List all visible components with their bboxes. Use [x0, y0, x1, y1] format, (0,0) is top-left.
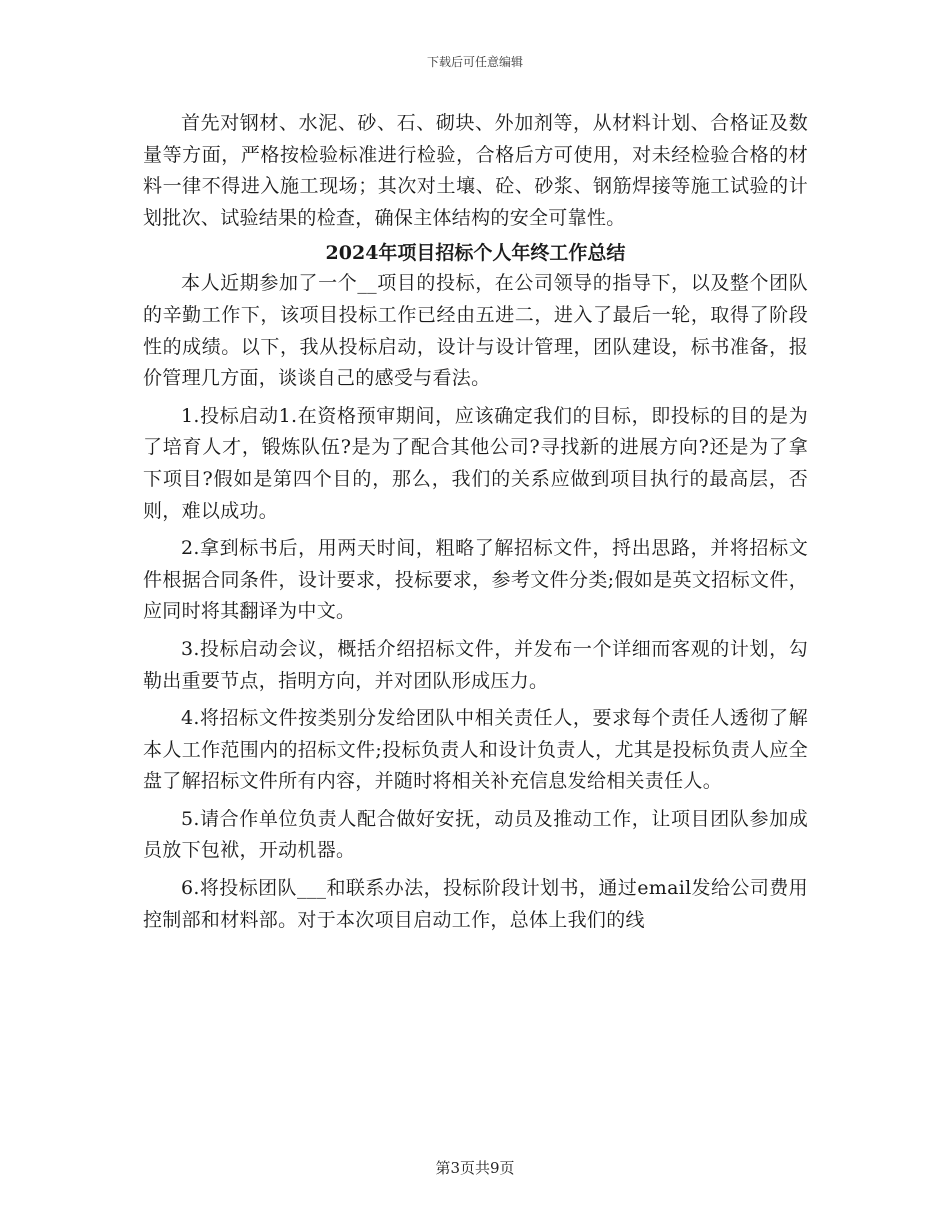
document-title: 2024年项目招标个人年终工作总结 [325, 242, 626, 265]
paragraph-item-4: 4.将招标文件按类别分发给团队中相关责任人，要求每个责任人透彻了解本人工作范围内的招标文件;投标负责人和设计负责人，尤其是投标负责人应全盘了解招标文件所有内容，并随时将相关补充信息发给相关责任人。 [143, 707, 808, 793]
paragraph-item-5: 5.请合作单位负责人配合做好安抚，动员及推动工作，让项目团队参加成员放下包袱，开动机器。 [143, 807, 808, 862]
page-number: 第3页共9页 [435, 1159, 515, 1177]
paragraph-item-1: 1.投标启动1.在资格预审期间，应该确定我们的目标，即投标的目的是为了培育人才，锻炼队伍?是为了配合其他公司?寻找新的进展方向?还是为了拿下项目?假如是第四个目的，那么，我们的关系应做到项目执行的最高层，否则，难以成功。 [143, 404, 808, 522]
paragraph-item-6: 6.将投标团队___和联系办法，投标阶段计划书，通过email发给公司费用控制部和材料部。对于本次项目启动工作，总体上我们的线 [143, 877, 808, 931]
paragraph-item-3: 3.投标启动会议，概括介绍招标文件，并发布一个详细而客观的计划，勾勒出重要节点，指明方向，并对团队形成压力。 [143, 637, 808, 692]
intro-paragraph: 首先对钢材、水泥、砂、石、砌块、外加剂等，从材料计划、合格证及数量等方面，严格按检验标准进行检验，合格后方可使用，对未经检验合格的材料一律不得进入施工现场；其次对土壤、砼、砂浆、钢筋焊接等施工试验的计划批次、试验结果的检查，确保主体结构的安全可靠性。 [143, 112, 808, 229]
document-body [143, 108, 808, 936]
page-header: 下载后可任意编辑 [426, 55, 523, 69]
paragraph-item-2: 2.拿到标书后，用两天时间，粗略了解招标文件，捋出思路，并将招标文件根据合同条件，设计要求，投标要求，参考文件分类;假如是英文招标文件，应同时将其翻译为中文。 [143, 537, 808, 623]
paragraph-intro: 本人近期参加了一个__项目的投标，在公司领导的指导下，以及整个团队的辛勤工作下，该项目投标工作已经由五进二，进入了最后一轮，取得了阶段性的成绩。以下，我从投标启动，设计与设计管理，团队建设，标书准备，报价管理几方面，谈谈自己的感受与看法。 [143, 272, 808, 390]
